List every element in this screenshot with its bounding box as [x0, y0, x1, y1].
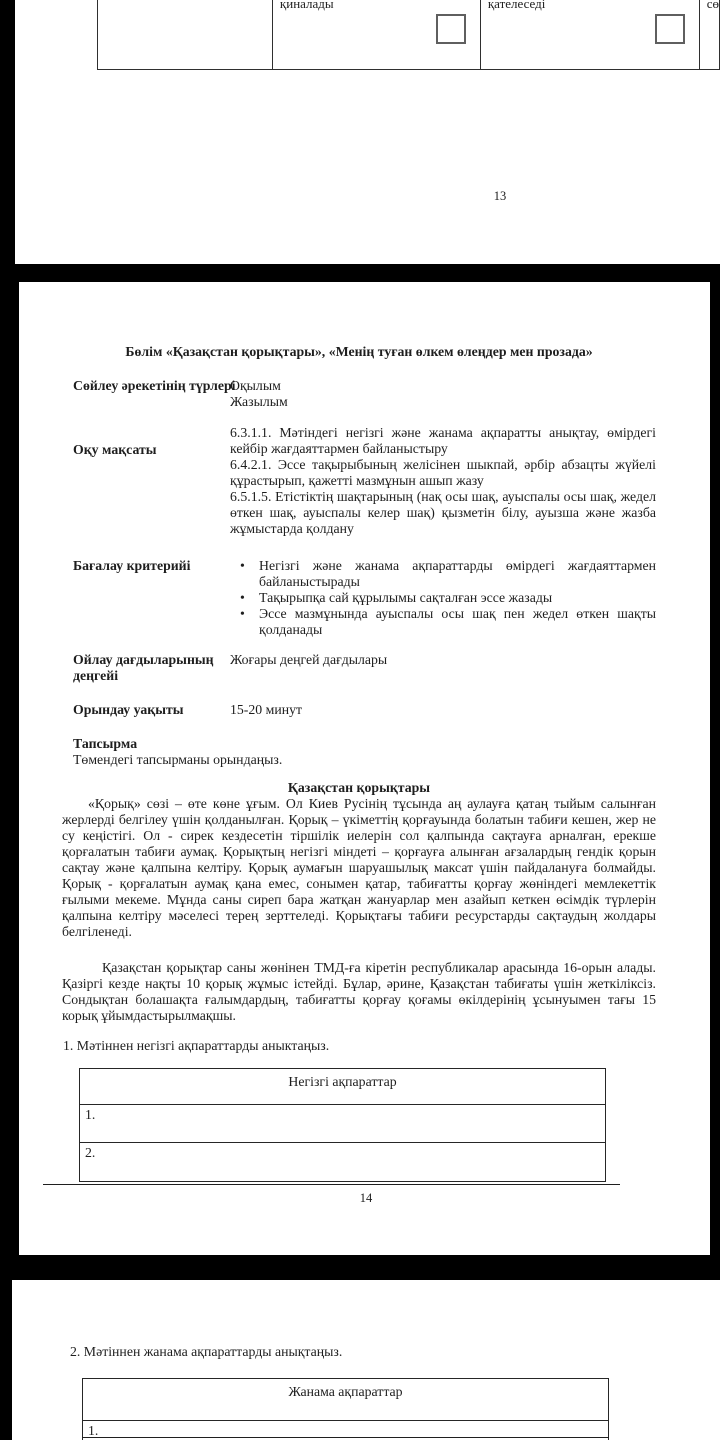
- table-cell-katelesedi: [481, 0, 700, 69]
- thinking-skills-label: Ойлау дағдыларының деңгейі: [73, 652, 214, 683]
- duration-value: 15-20 минут: [230, 702, 303, 717]
- page-15: [12, 1280, 720, 1440]
- main-info-table-header: Негізгі ақпараттар: [80, 1069, 605, 1105]
- secondary-info-table-header: Жанама ақпараттар: [83, 1379, 608, 1421]
- table-row-divider: [82, 1437, 609, 1438]
- page-number: 13: [493, 189, 507, 203]
- thinking-skills-value: Жоғары деңгей дағдылары: [230, 652, 388, 667]
- speech-activity-value-2: Жазылым: [230, 394, 288, 409]
- answer-cell-2[interactable]: 2.: [85, 1145, 96, 1160]
- objective-item: 6.5.1.5. Етістіктің шақтарының (нақ осы шақ, ауыспалы осы шақ, жедел өткен шақ, ауыспалы келер шақ) қызметін білу, ауызша және жазба жұмыстарда қолдану: [230, 489, 656, 536]
- assessment-table-fragment: [97, 0, 720, 70]
- bullet-icon: •: [240, 558, 245, 573]
- checkbox[interactable]: [436, 14, 466, 44]
- secondary-info-table: [82, 1378, 609, 1440]
- page-number: 14: [359, 1191, 373, 1205]
- learning-objective-label: Оқу мақсаты: [73, 442, 157, 457]
- criteria-text: Негізгі және жанама ақпараттарды өмірдегі жағдаяттармен байланыстырады: [259, 558, 656, 589]
- cell-label: сө: [706, 0, 719, 11]
- page-13: [15, 0, 720, 264]
- criteria-item: [240, 606, 656, 638]
- footer-rule: [43, 1184, 620, 1185]
- criteria-text: Эссе мазмұнында ауыспалы осы шақ пен жедел өткен шақты қолданады: [259, 606, 656, 637]
- objective-item: 6.3.1.1. Мәтіндегі негізгі және жанама ақпаратты анықтау, өмірдегі кейбір жағдаяттармен байланыстыру: [230, 425, 656, 456]
- table-cell-clipped: [700, 0, 719, 69]
- assessment-criteria-list: [240, 558, 656, 638]
- reading-paragraph-2: Қазақстан қорықтар саны жөнінен ТМД-ға кіретін республикалар арасында 16-орын алады. Қазіргі кезде нақты 10 қорық жұмыс істейді. Бұлар, әрине, Қазақстан табиғаты үшін жеткіліксіз. Сондықтан болашақта ғалымдардың, табиғатты қорғау қоғамы өкілдерінің ұсынуымен тағы 15 корық ұйымдастырылмақшы.: [62, 960, 656, 1023]
- checkbox[interactable]: [655, 14, 685, 44]
- task-2-prompt: 2. Мәтіннен жанама ақпараттарды анықтаңыз.: [70, 1344, 343, 1359]
- answer-cell-1[interactable]: 1.: [88, 1423, 99, 1438]
- criteria-text: Тақырыпқа сай құрылымы сақталған эссе жазады: [259, 590, 553, 605]
- cell-label: қиналады: [279, 0, 334, 11]
- page-14: [19, 282, 710, 1255]
- main-info-table: [79, 1068, 606, 1182]
- bullet-icon: •: [240, 606, 245, 621]
- reading-paragraph-1: «Қорық» сөзі – өте көне ұғым. Ол Киев Русінің тұсында аң аулауға қатаң тыйым салынған жерлерді белгілеу үшін қолданылған. Қорық – үкіметтің қорғауында болатын табиғи кешен, жер не су кеңістігі. Ол - сирек кездесетін тіршілік иелерін сол қалпында сақтауға арналған, ерекше қорғалатын табиғи аумақ. Қорықтың негізгі міндеті – қорғауға алынған ағзалардың гендік қорын сақтау және қалпына келтіру. Қорық аумағын шаруашылық максат үшін пайдалануға болмайды. Қорық - қорғалатын аумақ қана емес, сонымен қатар, табиғатты қорғау жөніндегі мемлекеттік ғылыми мекеме. Мұнда саны сиреп бара жатқан жануарлар мен азайып кеткен өсімдік түрлерін қалпына келтіру мәселесі терең зерттеледі. Қорықтағы табиғи ресурстарды сақтаудың жолдары белгіленеді.: [62, 796, 656, 939]
- task-header: Тапсырма: [73, 736, 138, 751]
- speech-activity-value-1: Оқылым: [230, 378, 281, 393]
- task-intro: Төмендегі тапсырманы орындаңыз.: [73, 752, 283, 767]
- speech-activity-label: Сөйлеу әрекетінің түрлері: [73, 378, 236, 393]
- criteria-item: [240, 590, 656, 606]
- table-cell-empty: [98, 0, 273, 69]
- answer-cell-1[interactable]: 1.: [80, 1105, 605, 1143]
- criteria-item: [240, 558, 656, 590]
- assessment-criteria-label: Бағалау критерийі: [73, 558, 191, 573]
- section-title: Бөлім «Қазақстан қорықтары», «Менің туған өлкем өлеңдер мен прозада»: [125, 344, 593, 359]
- text-title: Қазақстан қорықтары: [287, 780, 431, 795]
- objective-item: 6.4.2.1. Эссе тақырыбының желісінен шыкпай, әрбір абзацты жүйелі құрастырып, қажетті мазмұнын ашып жазу: [230, 457, 656, 488]
- table-cell-kinalady: [273, 0, 481, 69]
- cell-label: қателеседі: [487, 0, 546, 11]
- bullet-icon: •: [240, 590, 245, 605]
- learning-objectives: [230, 425, 656, 537]
- duration-label: Орындау уақыты: [73, 702, 184, 717]
- task-1-prompt: 1. Мәтіннен негізгі ақпараттарды аныктаңыз.: [63, 1038, 330, 1053]
